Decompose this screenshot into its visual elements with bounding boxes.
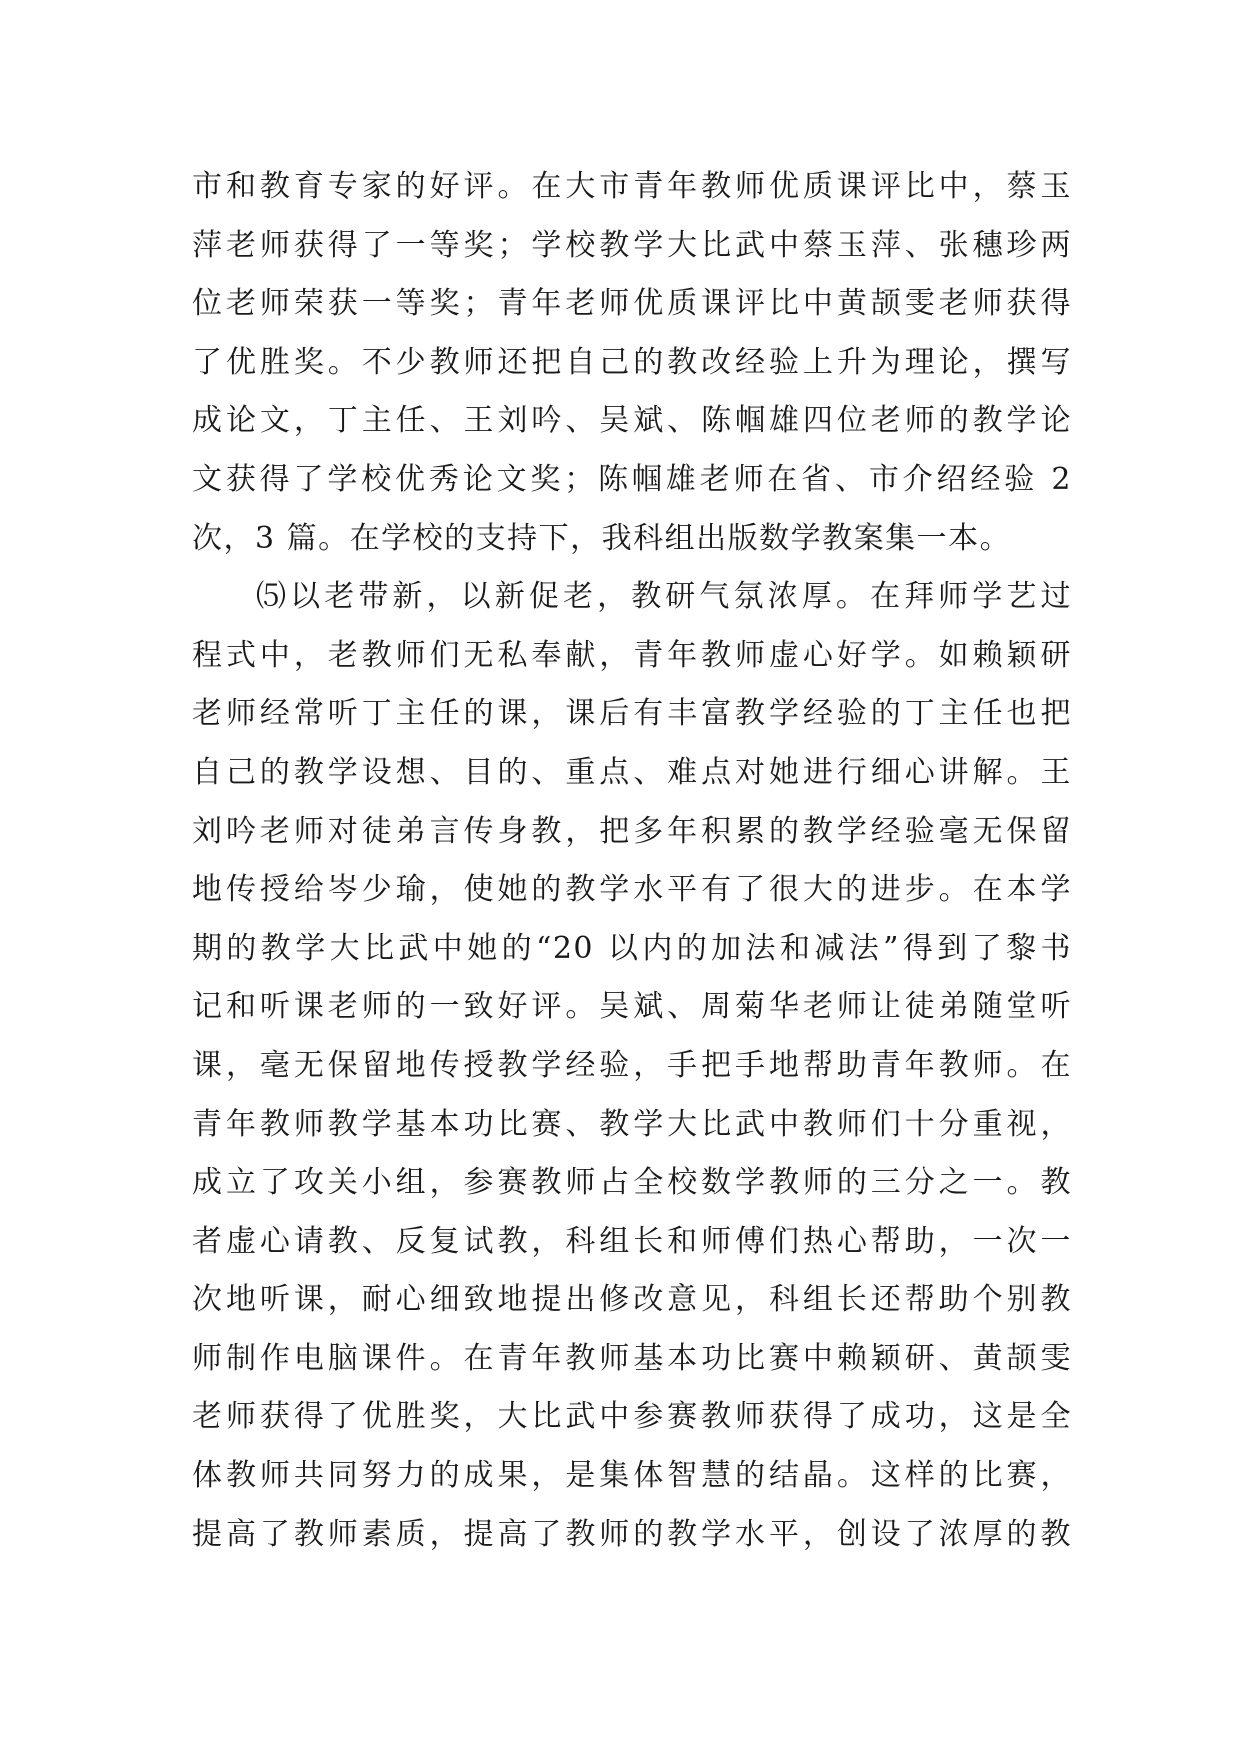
text-line: 程式中，老教师们无私奉献，青年教师虚心好学。如赖颖研	[192, 637, 1072, 673]
text-line: 体教师共同努力的成果，是集体智慧的结晶。这样的比赛，	[192, 1458, 1072, 1494]
text-line: 师制作电脑课件。在青年教师基本功比赛中赖颖研、黄颉雯	[192, 1340, 1072, 1376]
text-line: 老师经常听丁主任的课，课后有丰富教学经验的丁主任也把	[192, 696, 1072, 732]
text-line: 次，3 篇。在学校的支持下，我科组出版数学教案集一本。	[192, 520, 1012, 556]
text-line: 位老师荣获一等奖；青年老师优质课评比中黄颉雯老师获得	[192, 286, 1072, 322]
paragraph-start-line: ⑸以老带新，以新促老，教研气氛浓厚。在拜师学艺过	[256, 579, 1072, 615]
text-line: 萍老师获得了一等奖；学校教学大比武中蔡玉萍、张穗珍两	[192, 227, 1072, 263]
text-line: 成论文，丁主任、王刘吟、吴斌、陈帼雄四位老师的教学论	[192, 403, 1072, 439]
text-line: 市和教育专家的好评。在大市青年教师优质课评比中，蔡玉	[192, 169, 1072, 204]
text-line: 记和听课老师的一致好评。吴斌、周菊华老师让徒弟随堂听	[192, 989, 1072, 1025]
text-line: 提高了教师素质，提高了教师的教学水平，创设了浓厚的教	[192, 1516, 1072, 1552]
text-line: 了优胜奖。不少教师还把自己的教改经验上升为理论，撰写	[192, 344, 1072, 380]
text-line: 期的教学大比武中她的“20 以内的加法和减法”得到了黎书	[192, 930, 1072, 966]
text-line: 地传授给岑少瑜，使她的教学水平有了很大的进步。在本学	[192, 872, 1072, 908]
body-text	[192, 158, 1072, 1564]
text-line: 刘吟老师对徒弟言传身教，把多年积累的教学经验毫无保留	[192, 813, 1072, 849]
text-line: 次地听课，耐心细致地提出修改意见，科组长还帮助个别教	[192, 1282, 1072, 1318]
text-line: 自己的教学设想、目的、重点、难点对她进行细心讲解。王	[192, 754, 1072, 790]
text-line: 文获得了学校优秀论文奖；陈帼雄老师在省、市介绍经验 2	[192, 461, 1072, 497]
text-line: 青年教师教学基本功比赛、教学大比武中教师们十分重视，	[192, 1106, 1072, 1142]
text-line: 成立了攻关小组，参赛教师占全校数学教师的三分之一。教	[192, 1165, 1072, 1201]
text-line: 者虚心请教、反复试教，科组长和师傅们热心帮助，一次一	[192, 1223, 1072, 1259]
text-line: 课，毫无保留地传授教学经验，手把手地帮助青年教师。在	[192, 1047, 1072, 1083]
text-line: 老师获得了优胜奖，大比武中参赛教师获得了成功，这是全	[192, 1399, 1072, 1435]
